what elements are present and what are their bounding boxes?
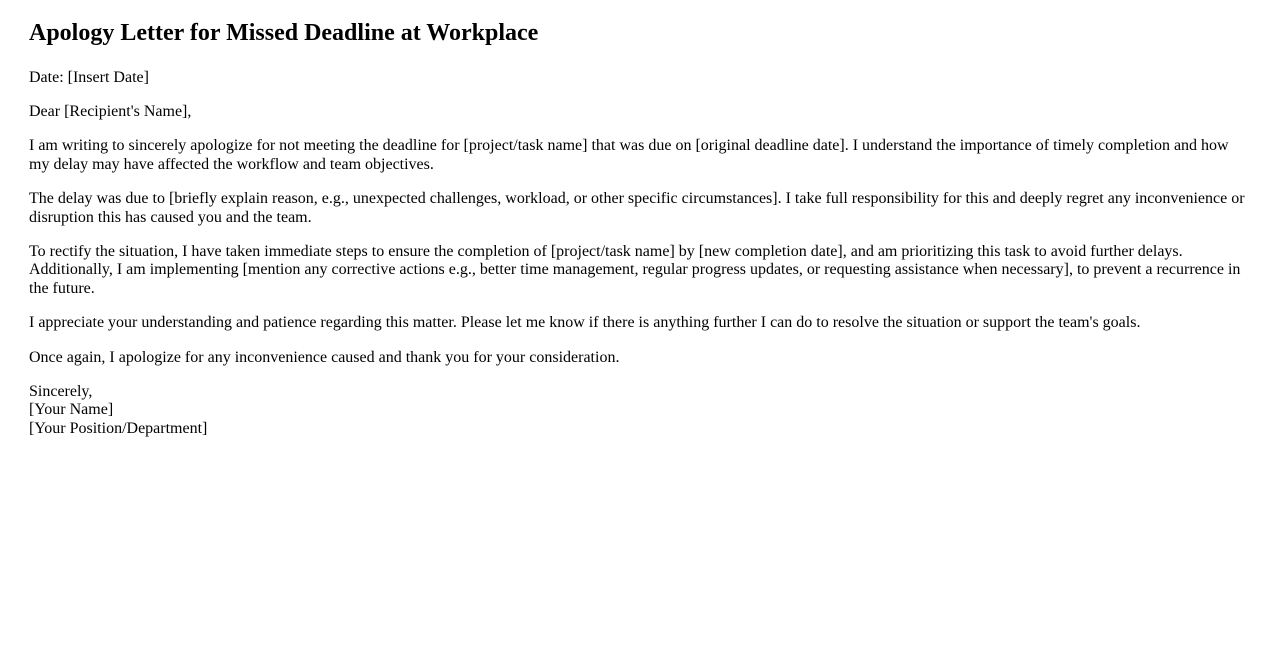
salutation-line: Dear [Recipient's Name], bbox=[29, 102, 192, 120]
body-paragraph-4: I appreciate your understanding and patience regarding this matter. Please let me know if there is anything further I can do to resolve the situation or support the team's goals. bbox=[29, 314, 1141, 332]
closing-paragraph: Once again, I apologize for any inconvenience caused and thank you for your consideration. bbox=[29, 348, 620, 366]
page-title: Apology Letter for Missed Deadline at Workplace bbox=[29, 20, 539, 46]
apology-letter bbox=[29, 20, 1247, 438]
date-line: Date: [Insert Date] bbox=[29, 68, 149, 86]
signature-closing: Sincerely, bbox=[29, 382, 93, 400]
body-paragraph-1: I am writing to sincerely apologize for not meeting the deadline for [project/task name] that was due on [original deadline date]. I understand the importance of timely completion and how my delay may have affected the workflow and team objectives. bbox=[29, 137, 1229, 173]
signature-name: [Your Name] bbox=[29, 401, 114, 419]
body-paragraph-3: To rectify the situation, I have taken immediate steps to ensure the completion of [project/task name] by [new completion date], and am prioritizing this task to avoid further delays. Additionally, I am implementing [mention any corrective actions e.g., better time management, regular progress updates, or requesting assistance when necessary], to prevent a recurrence in the future. bbox=[29, 242, 1241, 297]
signature-block bbox=[29, 383, 1247, 438]
signature-position: [Your Position/Department] bbox=[29, 419, 208, 437]
body-paragraph-2: The delay was due to [briefly explain reason, e.g., unexpected challenges, workload, or other specific circumstances]. I take full responsibility for this and deeply regret any inconvenience or disruption this has caused you and the team. bbox=[29, 190, 1245, 226]
